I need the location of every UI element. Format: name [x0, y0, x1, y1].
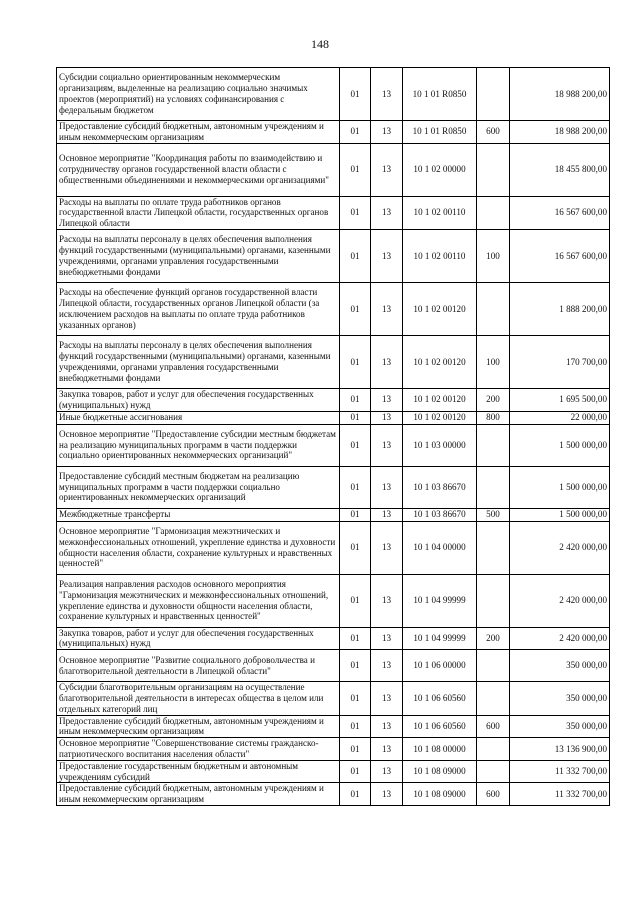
- table-row: [57, 466, 610, 508]
- row-pr-cell: 13: [371, 282, 403, 335]
- row-rz-cell: 01: [340, 335, 371, 388]
- row-vr-cell: [477, 68, 510, 121]
- page-number: 148: [311, 37, 329, 51]
- row-rz-cell: 01: [340, 521, 371, 574]
- row-name-cell: Основное мероприятие "Гармонизация межэтнических и межконфессиональных отношений, укрепление единства и духовности общности населения области, сохранение культурных и нравственных ценностей": [57, 521, 340, 574]
- row-rz-cell: 01: [340, 508, 371, 521]
- row-csr-cell: 10 1 08 09000: [403, 760, 477, 783]
- row-name-cell: Основное мероприятие "Предоставление субсидии местным бюджетам на реализацию муниципальных программ в части поддержки социально ориентированных некоммерческих организаций": [57, 424, 340, 466]
- row-csr-cell: 10 1 03 86670: [403, 508, 477, 521]
- row-csr-cell: 10 1 02 00000: [403, 143, 477, 196]
- row-name-cell: Предоставление субсидий местным бюджетам на реализацию муниципальных программ в части поддержки социально ориентированных некоммерческих организаций: [57, 466, 340, 508]
- row-vr-cell: [477, 466, 510, 508]
- row-csr-cell: 10 1 06 60560: [403, 715, 477, 738]
- row-csr-cell: 10 1 01 R0850: [403, 68, 477, 121]
- row-vr-cell: 100: [477, 335, 510, 388]
- row-csr-cell: 10 1 08 09000: [403, 783, 477, 806]
- row-sum-cell: 2 420 000,00: [510, 627, 610, 650]
- row-vr-cell: 200: [477, 388, 510, 411]
- row-sum-cell: 16 567 600,00: [510, 196, 610, 229]
- row-vr-cell: 600: [477, 783, 510, 806]
- row-csr-cell: 10 1 08 00000: [403, 738, 477, 761]
- row-name-cell: Предоставление субсидий бюджетным, автономным учреждениям и иным некоммерческим организациям: [57, 121, 340, 144]
- table-row: [57, 335, 610, 388]
- row-pr-cell: 13: [371, 388, 403, 411]
- table-row: [57, 68, 610, 121]
- row-pr-cell: 13: [371, 466, 403, 508]
- row-name-cell: Межбюджетные трансферты: [57, 508, 340, 521]
- table-row: [57, 229, 610, 282]
- budget-table-body: [57, 68, 610, 806]
- row-pr-cell: 13: [371, 424, 403, 466]
- table-row: [57, 715, 610, 738]
- row-csr-cell: 10 1 06 00000: [403, 650, 477, 682]
- row-pr-cell: 13: [371, 682, 403, 715]
- row-rz-cell: 01: [340, 68, 371, 121]
- row-name-cell: Расходы на выплаты персоналу в целях обеспечения выполнения функций государственными (муниципальными) органами, казенными учреждениями, органами управления государственными внебюджетными фондами: [57, 335, 340, 388]
- row-rz-cell: 01: [340, 196, 371, 229]
- row-vr-cell: 600: [477, 121, 510, 144]
- row-csr-cell: 10 1 04 00000: [403, 521, 477, 574]
- row-csr-cell: 10 1 03 86670: [403, 466, 477, 508]
- row-rz-cell: 01: [340, 466, 371, 508]
- row-sum-cell: 350 000,00: [510, 650, 610, 682]
- table-row: [57, 627, 610, 650]
- row-sum-cell: 18 988 200,00: [510, 68, 610, 121]
- table-row: [57, 508, 610, 521]
- table-row: [57, 521, 610, 574]
- row-csr-cell: 10 1 02 00120: [403, 282, 477, 335]
- row-vr-cell: 800: [477, 411, 510, 424]
- row-pr-cell: 13: [371, 68, 403, 121]
- row-name-cell: Расходы на выплаты по оплате труда работников органов государственной власти Липецкой области, государственных органов Липецкой области: [57, 196, 340, 229]
- row-sum-cell: 11 332 700,00: [510, 760, 610, 783]
- row-vr-cell: [477, 282, 510, 335]
- table-row: [57, 783, 610, 806]
- row-sum-cell: 11 332 700,00: [510, 783, 610, 806]
- row-rz-cell: 01: [340, 715, 371, 738]
- row-name-cell: Основное мероприятие "Совершенствование системы гражданско-патриотического воспитания населения области": [57, 738, 340, 761]
- row-pr-cell: 13: [371, 650, 403, 682]
- row-csr-cell: 10 1 02 00110: [403, 229, 477, 282]
- row-rz-cell: 01: [340, 574, 371, 627]
- row-sum-cell: 2 420 000,00: [510, 521, 610, 574]
- row-name-cell: Предоставление государственным бюджетным и автономным учреждениям субсидий: [57, 760, 340, 783]
- row-sum-cell: 1 500 000,00: [510, 424, 610, 466]
- table-row: [57, 411, 610, 424]
- row-name-cell: Реализация направления расходов основного мероприятия "Гармонизация межэтнических и межконфессиональных отношений, укрепление единства и духовности общности населения области, сохранение культурных и нравственных ценностей": [57, 574, 340, 627]
- row-rz-cell: 01: [340, 682, 371, 715]
- row-pr-cell: 13: [371, 715, 403, 738]
- row-pr-cell: 13: [371, 229, 403, 282]
- row-sum-cell: 1 695 500,00: [510, 388, 610, 411]
- row-vr-cell: 100: [477, 229, 510, 282]
- table-row: [57, 682, 610, 715]
- row-rz-cell: 01: [340, 424, 371, 466]
- row-name-cell: Основное мероприятие "Координация работы по взаимодействию и сотрудничеству органов государственной власти области с общественными объединениями и некоммерческими организациями": [57, 143, 340, 196]
- row-sum-cell: 350 000,00: [510, 715, 610, 738]
- row-name-cell: Закупка товаров, работ и услуг для обеспечения государственных (муниципальных) нужд: [57, 627, 340, 650]
- row-vr-cell: [477, 521, 510, 574]
- row-vr-cell: [477, 760, 510, 783]
- table-row: [57, 760, 610, 783]
- row-pr-cell: 13: [371, 760, 403, 783]
- row-pr-cell: 13: [371, 627, 403, 650]
- table-row: [57, 574, 610, 627]
- row-sum-cell: 18 455 800,00: [510, 143, 610, 196]
- row-sum-cell: 1 888 200,00: [510, 282, 610, 335]
- row-name-cell: Субсидии социально ориентированным некоммерческим организациям, выделенные на реализацию социально значимых проектов (мероприятий) на условиях софинансирования с федеральным бюджетом: [57, 68, 340, 121]
- row-pr-cell: 13: [371, 783, 403, 806]
- row-name-cell: Закупка товаров, работ и услуг для обеспечения государственных (муниципальных) нужд: [57, 388, 340, 411]
- row-vr-cell: 200: [477, 627, 510, 650]
- row-name-cell: Предоставление субсидий бюджетным, автономным учреждениям и иным некоммерческим организациям: [57, 783, 340, 806]
- row-pr-cell: 13: [371, 335, 403, 388]
- row-rz-cell: 01: [340, 738, 371, 761]
- row-csr-cell: 10 1 02 00120: [403, 335, 477, 388]
- row-csr-cell: 10 1 04 99999: [403, 574, 477, 627]
- row-sum-cell: 16 567 600,00: [510, 229, 610, 282]
- table-row: [57, 282, 610, 335]
- row-rz-cell: 01: [340, 388, 371, 411]
- row-name-cell: Расходы на обеспечение функций органов государственной власти Липецкой области, государственных органов Липецкой области (за исключением расходов на выплаты по оплате труда работников указанных органов): [57, 282, 340, 335]
- row-vr-cell: [477, 424, 510, 466]
- row-rz-cell: 01: [340, 411, 371, 424]
- row-sum-cell: 18 988 200,00: [510, 121, 610, 144]
- row-csr-cell: 10 1 01 R0850: [403, 121, 477, 144]
- row-vr-cell: [477, 738, 510, 761]
- row-sum-cell: 13 136 900,00: [510, 738, 610, 761]
- row-rz-cell: 01: [340, 121, 371, 144]
- row-vr-cell: [477, 143, 510, 196]
- table-row: [57, 143, 610, 196]
- row-rz-cell: 01: [340, 760, 371, 783]
- row-rz-cell: 01: [340, 783, 371, 806]
- row-rz-cell: 01: [340, 650, 371, 682]
- table-row: [57, 196, 610, 229]
- row-vr-cell: [477, 682, 510, 715]
- row-sum-cell: 1 500 000,00: [510, 466, 610, 508]
- row-vr-cell: [477, 650, 510, 682]
- budget-table: [56, 67, 610, 806]
- row-csr-cell: 10 1 02 00110: [403, 196, 477, 229]
- row-pr-cell: 13: [371, 738, 403, 761]
- row-sum-cell: 170 700,00: [510, 335, 610, 388]
- row-pr-cell: 13: [371, 411, 403, 424]
- row-rz-cell: 01: [340, 627, 371, 650]
- row-name-cell: Основное мероприятие "Развитие социального добровольчества и благотворительной деятельности в Липецкой области": [57, 650, 340, 682]
- row-rz-cell: 01: [340, 229, 371, 282]
- row-name-cell: Расходы на выплаты персоналу в целях обеспечения выполнения функций государственными (муниципальными) органами, казенными учреждениями, органами управления государственными внебюджетными фондами: [57, 229, 340, 282]
- row-vr-cell: [477, 196, 510, 229]
- row-pr-cell: 13: [371, 196, 403, 229]
- row-csr-cell: 10 1 04 99999: [403, 627, 477, 650]
- row-csr-cell: 10 1 06 60560: [403, 682, 477, 715]
- row-pr-cell: 13: [371, 521, 403, 574]
- row-sum-cell: 22 000,00: [510, 411, 610, 424]
- row-vr-cell: [477, 574, 510, 627]
- row-csr-cell: 10 1 02 00120: [403, 388, 477, 411]
- row-sum-cell: 350 000,00: [510, 682, 610, 715]
- row-vr-cell: 500: [477, 508, 510, 521]
- table-row: [57, 424, 610, 466]
- row-vr-cell: 600: [477, 715, 510, 738]
- row-pr-cell: 13: [371, 508, 403, 521]
- row-rz-cell: 01: [340, 143, 371, 196]
- row-name-cell: Предоставление субсидий бюджетным, автономным учреждениям и иным некоммерческим организациям: [57, 715, 340, 738]
- row-csr-cell: 10 1 03 00000: [403, 424, 477, 466]
- table-row: [57, 650, 610, 682]
- row-sum-cell: 1 500 000,00: [510, 508, 610, 521]
- row-name-cell: Иные бюджетные ассигнования: [57, 411, 340, 424]
- row-csr-cell: 10 1 02 00120: [403, 411, 477, 424]
- row-rz-cell: 01: [340, 282, 371, 335]
- table-row: [57, 738, 610, 761]
- table-row: [57, 388, 610, 411]
- row-pr-cell: 13: [371, 121, 403, 144]
- row-sum-cell: 2 420 000,00: [510, 574, 610, 627]
- row-pr-cell: 13: [371, 143, 403, 196]
- row-name-cell: Субсидии благотворительным организациям на осуществление благотворительной деятельности в интересах общества в целом или отдельных категорий лиц: [57, 682, 340, 715]
- table-row: [57, 121, 610, 144]
- row-pr-cell: 13: [371, 574, 403, 627]
